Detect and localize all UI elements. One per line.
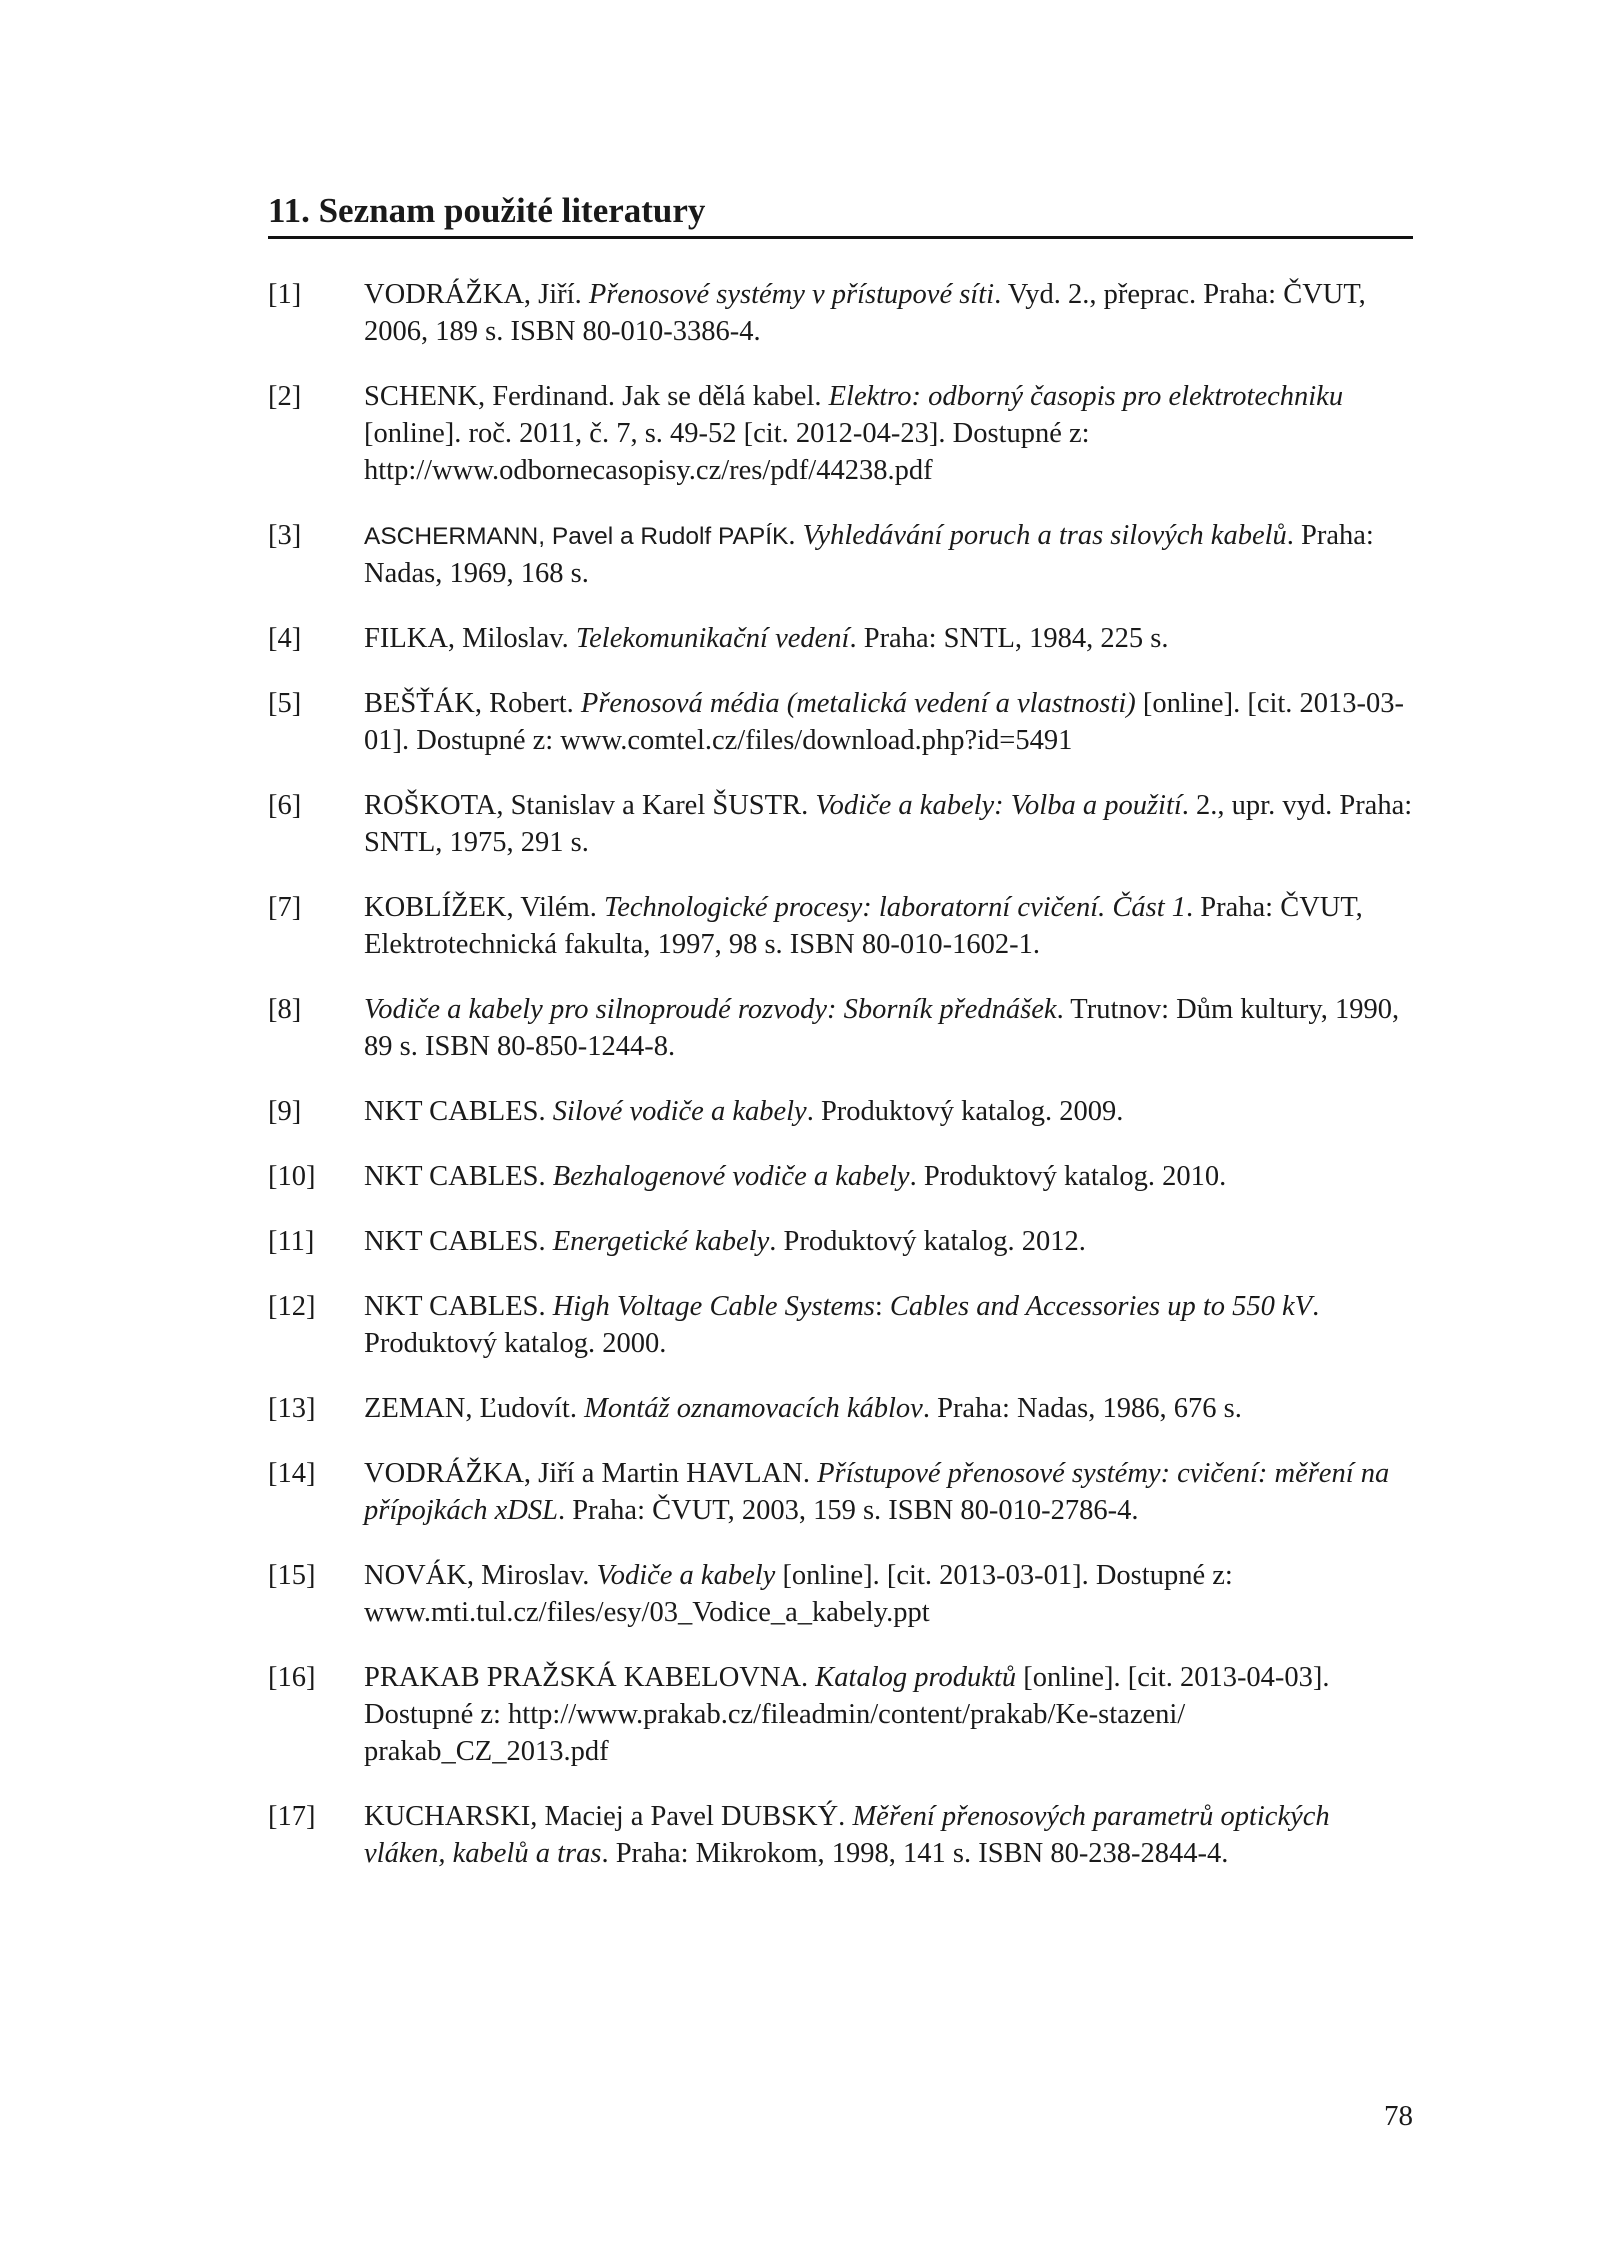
reference-segment: [online]. [cit. 2013-04-03]. Dostupné z: http://www.prakab.cz/fileadmin/content/prakab/Ke-stazeni/ prakab_CZ_2013.pdf <box>364 1662 1330 1767</box>
reference-segment: KOBLÍŽEK, Vilém. <box>364 892 604 923</box>
page-number: 78 <box>1384 2100 1413 2132</box>
reference-number: [7] <box>268 892 302 923</box>
reference-number: [13] <box>268 1393 316 1424</box>
reference-entry <box>268 1557 1413 1631</box>
reference-segment: . Praha: ČVUT, 2003, 159 s. ISBN 80-010-2786-4. <box>557 1495 1139 1526</box>
reference-title: Telekomunikační vedení <box>575 623 850 654</box>
reference-text <box>364 378 1413 489</box>
reference-number: [3] <box>268 520 302 551</box>
reference-segment: . Vyd. 2., přeprac. Praha: ČVUT, 2006, 189 s. ISBN 80-010-3386-4. <box>364 279 1366 347</box>
reference-text <box>364 1798 1413 1872</box>
reference-segment: . Praha: Nadas, 1986, 676 s. <box>922 1393 1242 1424</box>
reference-title: Vodiče a kabely <box>596 1560 776 1591</box>
reference-title: Katalog produktů <box>815 1662 1017 1693</box>
reference-segment: PRAKAB PRAŽSKÁ KABELOVNA. <box>364 1662 816 1693</box>
reference-title: Silové vodiče a kabely <box>552 1096 807 1127</box>
reference-entry <box>268 1659 1413 1770</box>
reference-entry <box>268 378 1413 489</box>
reference-segment: . Praha: SNTL, 1984, 225 s. <box>849 623 1169 654</box>
reference-entry <box>268 517 1413 592</box>
reference-segment: NKT CABLES. <box>364 1096 553 1127</box>
reference-entry <box>268 1223 1413 1260</box>
reference-entry <box>268 1158 1413 1195</box>
reference-segment: FILKA, Miloslav. <box>364 623 576 654</box>
reference-title: Elektro: odborný časopis pro elektrotechniku <box>828 381 1344 412</box>
reference-number: [8] <box>268 994 302 1025</box>
reference-title: Montáž oznamovacích káblov <box>584 1393 923 1424</box>
reference-text <box>364 1659 1413 1770</box>
reference-list <box>268 276 1413 1872</box>
reference-segment: SCHENK, Ferdinand. Jak se dělá kabel. <box>364 381 829 412</box>
reference-title: Energetické kabely <box>552 1226 770 1257</box>
reference-segment: : <box>874 1291 890 1322</box>
reference-segment: . Trutnov: Dům kultury, 1990, 89 s. ISBN 80-850-1244-8. <box>364 994 1400 1062</box>
reference-text <box>364 1158 1413 1195</box>
reference-segment: [online]. roč. 2011, č. 7, s. 49-52 [cit. 2012-04-23]. Dostupné z: http://www.odbornecasopisy.cz/res/pdf/44238.pdf <box>364 418 1090 486</box>
reference-text <box>364 1455 1413 1529</box>
reference-title: Bezhalogenové vodiče a kabely <box>552 1161 910 1192</box>
reference-entry <box>268 685 1413 759</box>
reference-text <box>364 276 1413 350</box>
reference-entry <box>268 787 1413 861</box>
reference-number: [14] <box>268 1458 316 1489</box>
reference-segment: . <box>788 520 803 551</box>
reference-entry <box>268 620 1413 657</box>
reference-segment: . Praha: Nadas, 1969, 168 s. <box>364 520 1374 589</box>
reference-segment: NKT CABLES. <box>364 1291 553 1322</box>
reference-number: [10] <box>268 1161 316 1192</box>
reference-title: High Voltage Cable Systems <box>552 1291 875 1322</box>
reference-segment: . Produktový katalog. 2010. <box>909 1161 1227 1192</box>
reference-entry <box>268 889 1413 963</box>
reference-segment: BEŠŤÁK, Robert. <box>364 688 581 719</box>
reference-text <box>364 1093 1413 1130</box>
reference-title: Cables and Accessories up to 550 kV <box>889 1291 1313 1322</box>
reference-entry <box>268 276 1413 350</box>
reference-number: [15] <box>268 1560 316 1591</box>
reference-title: Technologické procesy: laboratorní cvičení. Část 1 <box>603 892 1187 923</box>
reference-text <box>364 1390 1413 1427</box>
reference-segment: . Praha: Mikrokom, 1998, 141 s. ISBN 80-238-2844-4. <box>601 1838 1229 1869</box>
reference-segment: . Praha: ČVUT, Elektrotechnická fakulta, 1997, 98 s. ISBN 80-010-1602-1. <box>364 892 1363 960</box>
reference-title: Vyhledávání poruch a tras silových kabelů <box>802 520 1287 551</box>
reference-text <box>364 685 1413 759</box>
reference-number: [1] <box>268 279 302 310</box>
reference-number: [9] <box>268 1096 302 1127</box>
reference-title: Přenosové systémy v přístupové síti <box>588 279 995 310</box>
reference-entry <box>268 1455 1413 1529</box>
reference-segment: [online]. [cit. 2013-03-01]. Dostupné z: www.mti.tul.cz/files/esy/03_Vodice_a_kabely.ppt <box>364 1560 1233 1628</box>
reference-segment: ZEMAN, Ľudovít. <box>364 1393 585 1424</box>
reference-entry <box>268 1798 1413 1872</box>
reference-segment: [online]. [cit. 2013-03-01]. Dostupné z: www.comtel.cz/files/download.php?id=5491 <box>364 688 1405 756</box>
reference-number: [4] <box>268 623 302 654</box>
reference-segment: . Produktový katalog. 2009. <box>806 1096 1124 1127</box>
reference-number: [5] <box>268 688 302 719</box>
reference-title: Vodiče a kabely pro silnoproudé rozvody: Sborník přednášek <box>364 994 1057 1025</box>
reference-number: [16] <box>268 1662 316 1693</box>
reference-segment: VODRÁŽKA, Jiří a Martin HAVLAN. <box>364 1458 818 1489</box>
reference-text <box>364 620 1413 657</box>
reference-number: [17] <box>268 1801 316 1832</box>
reference-text <box>364 991 1413 1065</box>
reference-segment: VODRÁŽKA, Jiří. <box>364 279 589 310</box>
reference-segment: NKT CABLES. <box>364 1226 553 1257</box>
reference-entry <box>268 1093 1413 1130</box>
reference-text <box>364 1557 1413 1631</box>
reference-segment: ROŠKOTA, Stanislav a Karel ŠUSTR. <box>364 790 816 821</box>
reference-title: Přenosová média (metalická vedení a vlastnosti) <box>580 688 1136 719</box>
reference-number: [2] <box>268 381 302 412</box>
reference-title: Vodiče a kabely: Volba a použití <box>815 790 1182 821</box>
section-heading: 11. Seznam použité literatury <box>268 190 1413 239</box>
reference-text <box>364 787 1413 861</box>
reference-segment: . Produktový katalog. 2012. <box>769 1226 1086 1257</box>
reference-title: Přístupové přenosové systémy: cvičení: měření na přípojkách xDSL <box>364 1458 1390 1526</box>
reference-segment: ASCHERMANN, Pavel a Rudolf PAPÍK <box>364 523 789 550</box>
reference-text <box>364 1223 1413 1260</box>
reference-title: Měření přenosových parametrů optických vláken, kabelů a tras <box>364 1801 1330 1869</box>
reference-number: [6] <box>268 790 302 821</box>
reference-segment: KUCHARSKI, Maciej a Pavel DUBSKÝ. <box>364 1801 853 1832</box>
reference-number: [11] <box>268 1226 315 1257</box>
reference-entry <box>268 1390 1413 1427</box>
reference-entry <box>268 991 1413 1065</box>
reference-segment: NOVÁK, Miroslav. <box>364 1560 597 1591</box>
reference-entry <box>268 1288 1413 1362</box>
reference-segment: . 2., upr. vyd. Praha: SNTL, 1975, 291 s. <box>364 790 1413 858</box>
reference-text <box>364 1288 1413 1362</box>
reference-text <box>364 889 1413 963</box>
reference-segment: NKT CABLES. <box>364 1161 553 1192</box>
reference-number: [12] <box>268 1291 316 1322</box>
reference-segment: . Produktový katalog. 2000. <box>364 1291 1320 1359</box>
reference-text <box>364 517 1413 592</box>
